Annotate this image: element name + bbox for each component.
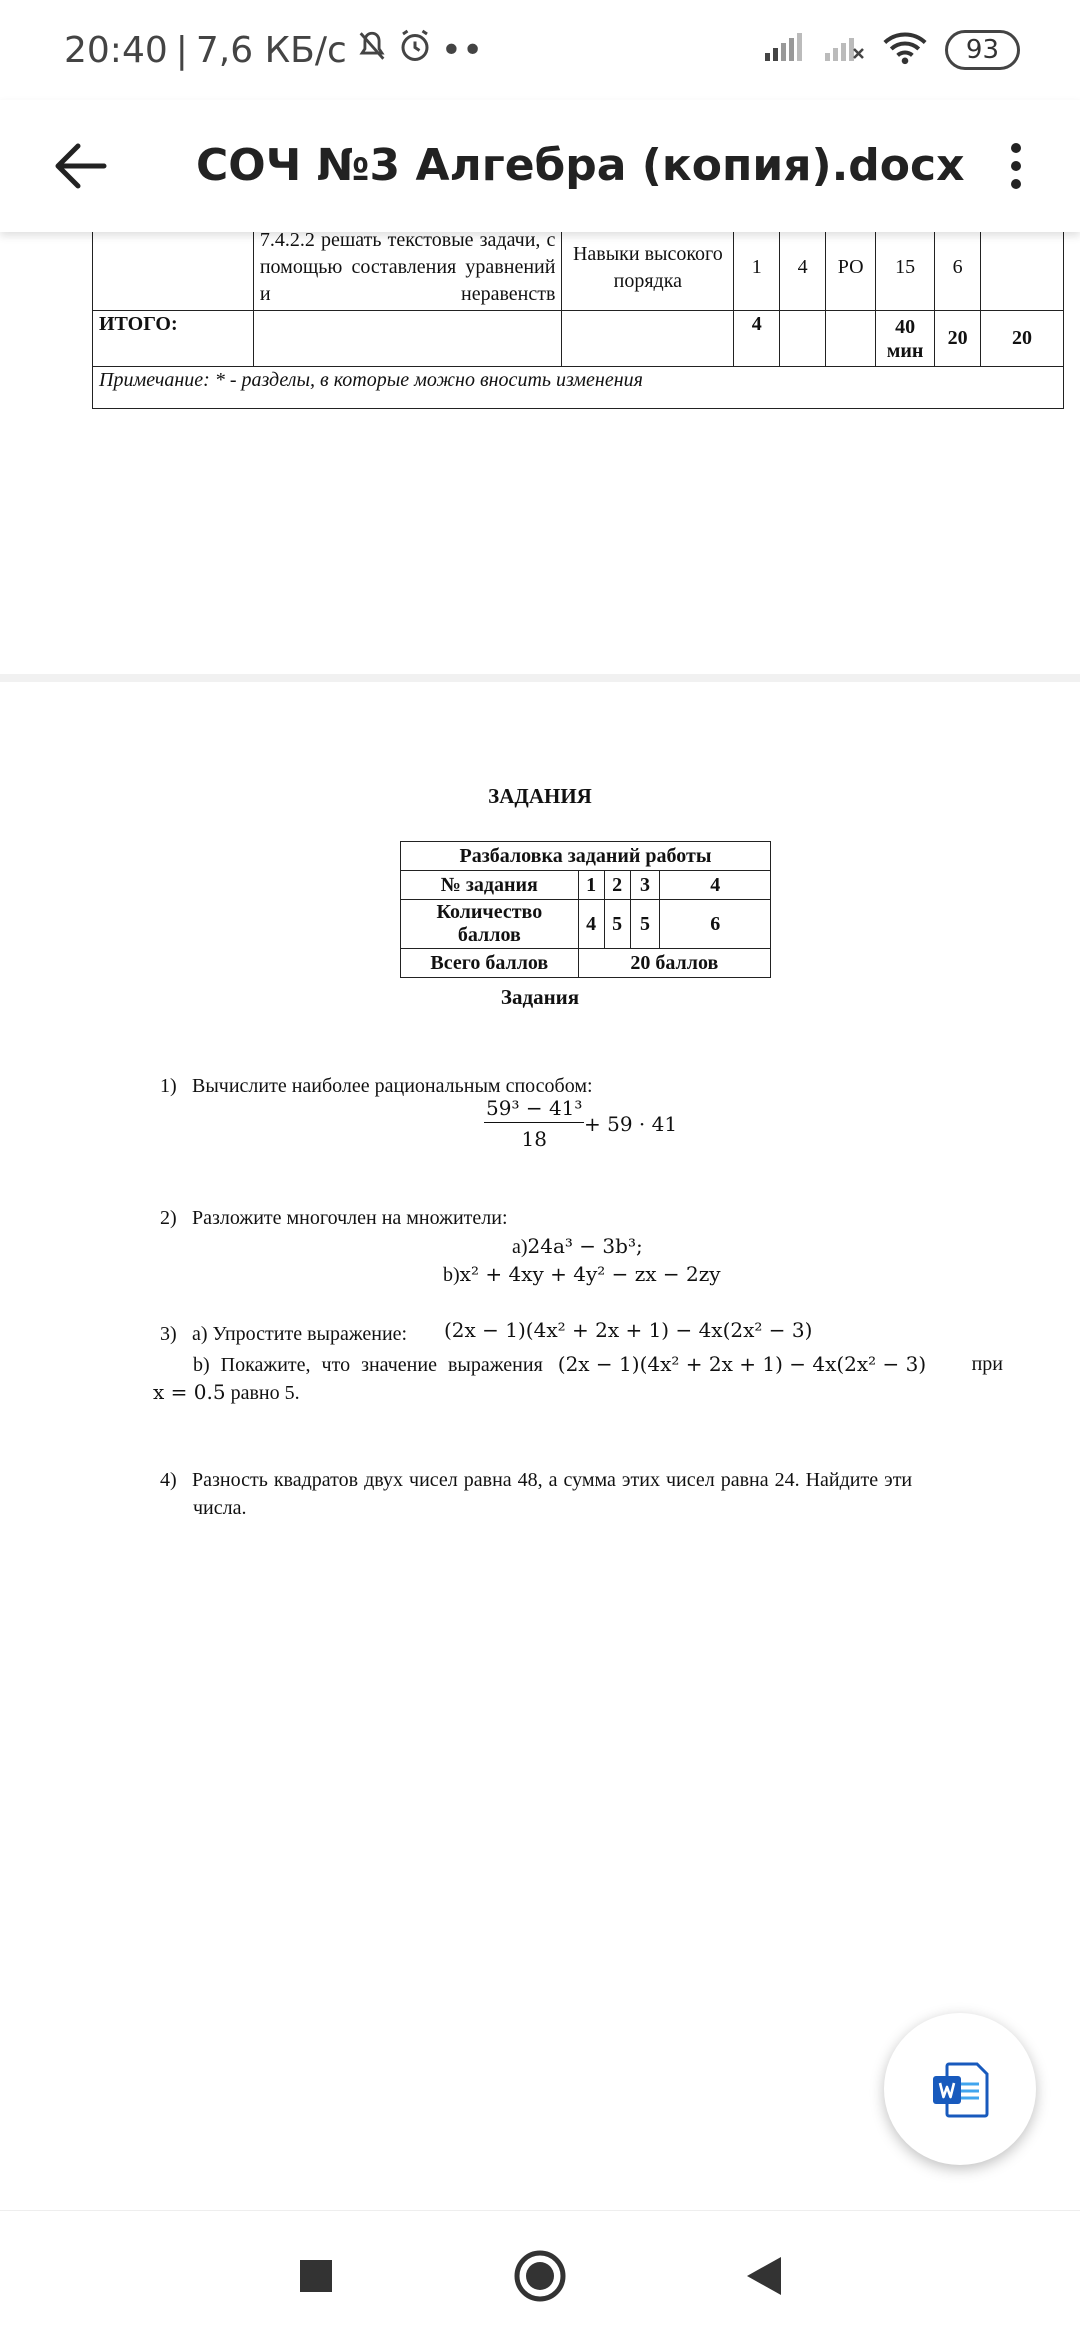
section-title: ЗАДАНИЯ bbox=[488, 784, 592, 808]
math-expression: (2x − 1)(4x² + 2x + 1) − 4x(2x² − 3) bbox=[444, 1318, 813, 1342]
total-time: 40 мин bbox=[876, 311, 935, 367]
math-expression: x = 0.5 bbox=[153, 1380, 226, 1404]
task-number: 4 bbox=[660, 871, 771, 900]
back-triangle-icon bbox=[745, 2255, 783, 2297]
table-row bbox=[401, 842, 771, 871]
part-label: a) bbox=[512, 1236, 528, 1258]
signal-x-icon bbox=[823, 33, 865, 68]
note-cell: Примечание: * - разделы, в которые можно вносить изменения bbox=[93, 367, 1064, 409]
status-time: 20:40 bbox=[64, 30, 168, 71]
total-label: Всего баллов bbox=[401, 949, 579, 978]
question-text: Вычислите наиболее рациональным способом: bbox=[192, 1075, 593, 1097]
question-4 bbox=[160, 1466, 1004, 1494]
status-right bbox=[763, 30, 1020, 70]
more-options-button[interactable] bbox=[992, 130, 1040, 202]
home-button[interactable] bbox=[510, 2246, 570, 2306]
task-points: 4 bbox=[578, 900, 604, 949]
fraction bbox=[484, 1096, 584, 1151]
question-3a bbox=[160, 1320, 407, 1348]
table-row bbox=[401, 949, 771, 978]
task-no-label: № задания bbox=[401, 871, 579, 900]
question-text: a) Упростите выражение: bbox=[192, 1323, 408, 1345]
table-row-total bbox=[93, 311, 1064, 367]
part-label: b) bbox=[443, 1264, 460, 1286]
recents-button[interactable] bbox=[286, 2246, 346, 2306]
objective-cell: 7.4.2.2 решать текстовые задачи, с помощью составления уравнений и неравенств bbox=[253, 232, 562, 311]
math-expression: 24a³ − 3b³; bbox=[527, 1234, 643, 1258]
document-title: СОЧ №3 Алгебра (копия).docx bbox=[196, 140, 965, 191]
table-row-note bbox=[93, 367, 1064, 409]
task-points: 6 bbox=[660, 900, 771, 949]
task-number: 3 bbox=[630, 871, 660, 900]
task-points: 5 bbox=[604, 900, 630, 949]
question-text: равно 5. bbox=[230, 1382, 300, 1404]
status-left bbox=[64, 28, 483, 73]
table-row bbox=[401, 871, 771, 900]
wifi-icon bbox=[883, 31, 927, 70]
arrow-left-icon bbox=[52, 142, 108, 190]
question-3b bbox=[193, 1350, 1003, 1379]
table-cell: 6 bbox=[935, 232, 981, 311]
status-speed: 7,6 КБ/с bbox=[195, 30, 347, 71]
more-vert-icon bbox=[1008, 142, 1024, 190]
question-text: b) Покажите, что значение выражения bbox=[193, 1354, 543, 1376]
battery-icon: 93 bbox=[945, 30, 1020, 70]
table-cell: 4 bbox=[780, 232, 826, 311]
math-expression: (2x − 1)(4x² + 2x + 1) − 4x(2x² − 3) bbox=[557, 1352, 927, 1376]
home-circle-icon bbox=[513, 2249, 567, 2303]
table-cell: 1 bbox=[734, 232, 780, 311]
status-dots: •• bbox=[440, 30, 484, 71]
total-max-points: 20 bbox=[981, 311, 1064, 367]
question-text: Разложите многочлен на множители: bbox=[192, 1207, 508, 1229]
mute-bell-icon bbox=[355, 29, 389, 72]
total-tasks: 4 bbox=[734, 311, 780, 367]
back-nav-button[interactable] bbox=[734, 2246, 794, 2306]
question-2a bbox=[512, 1232, 643, 1261]
table-row bbox=[401, 900, 771, 949]
table-row bbox=[93, 232, 1064, 311]
level-cell: Навыки высокого порядка bbox=[562, 232, 734, 311]
app-bar bbox=[0, 100, 1080, 232]
question-2 bbox=[160, 1204, 508, 1232]
alarm-icon bbox=[397, 28, 433, 73]
tasks-subtitle: Задания bbox=[500, 985, 580, 1009]
fraction-numerator: 59³ − 41³ bbox=[484, 1096, 584, 1123]
open-in-word-button[interactable] bbox=[884, 2013, 1036, 2165]
question-number: 2) bbox=[160, 1207, 177, 1229]
word-document-icon bbox=[927, 2056, 993, 2122]
score-table-caption: Разбаловка заданий работы bbox=[401, 842, 771, 871]
question-number: 4) bbox=[160, 1469, 177, 1491]
question-number: 1) bbox=[160, 1075, 177, 1097]
total-label: ИТОГО: bbox=[93, 311, 254, 367]
table-cell: 15 bbox=[876, 232, 935, 311]
points-label: Количество баллов bbox=[401, 900, 579, 949]
expression-rest: + 59 · 41 bbox=[584, 1112, 678, 1136]
question-4-cont: числа. bbox=[193, 1497, 247, 1519]
navigation-bar bbox=[0, 2210, 1080, 2341]
recents-square-icon bbox=[298, 2258, 334, 2294]
specification-table bbox=[92, 232, 1064, 409]
task-number: 1 bbox=[578, 871, 604, 900]
question-2b bbox=[443, 1260, 721, 1289]
question-text: при bbox=[971, 1353, 1003, 1375]
task-points: 5 bbox=[630, 900, 660, 949]
total-value: 20 баллов bbox=[578, 949, 770, 978]
question-text: Разность квадратов двух чисел равна 48, а сумма этих чисел равна 24. Найдите эти bbox=[192, 1469, 913, 1491]
status-bar bbox=[0, 0, 1080, 100]
table-cell bbox=[981, 232, 1064, 311]
back-button[interactable] bbox=[44, 130, 116, 202]
page-divider bbox=[0, 674, 1080, 682]
score-table bbox=[400, 841, 771, 978]
question-number: 3) bbox=[160, 1323, 177, 1345]
task-number: 2 bbox=[604, 871, 630, 900]
table-cell: РО bbox=[826, 232, 876, 311]
signal-icon bbox=[763, 33, 805, 68]
math-expression: x² + 4xy + 4y² − zx − 2zy bbox=[459, 1262, 721, 1286]
question-3b-cont bbox=[153, 1378, 300, 1407]
total-points: 20 bbox=[935, 311, 981, 367]
status-separator: | bbox=[175, 30, 188, 71]
fraction-denominator: 18 bbox=[521, 1127, 547, 1151]
document-view[interactable] bbox=[0, 232, 1080, 2210]
